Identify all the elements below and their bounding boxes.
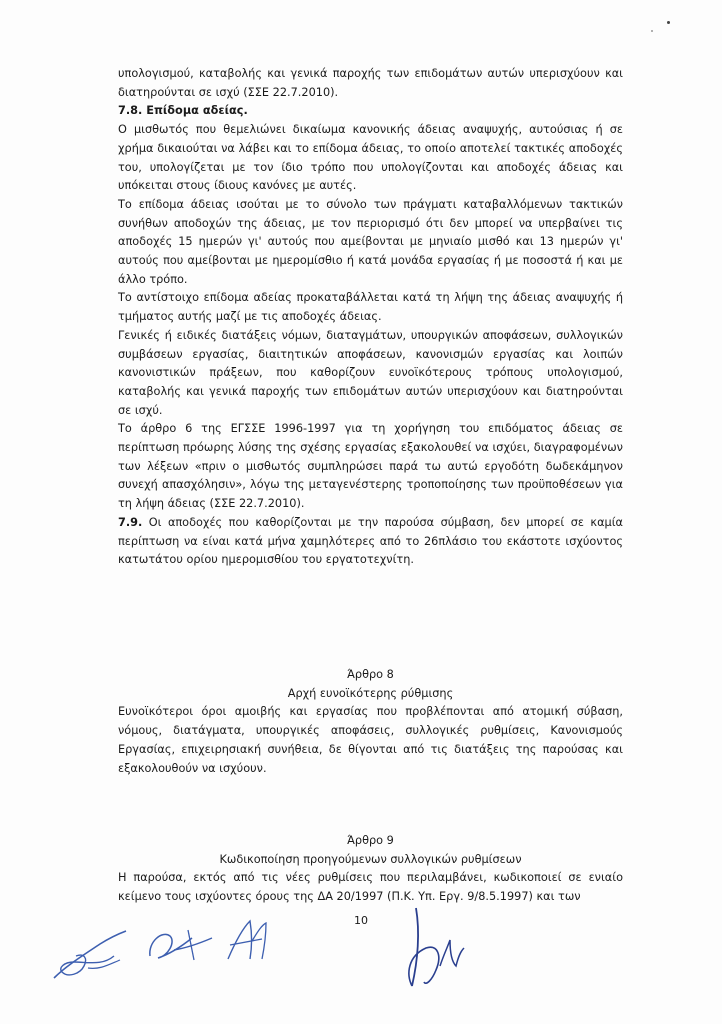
section-7-8-block (118, 65, 623, 570)
article-9-text: Η παρούσα, εκτός από τις νέες ρυθμίσεις που περιλαμβάνει, κωδικοποιεί σε ενιαίο κείμενο τους ισχύοντες όρους της ΔΑ 20/1997 (Π.Κ. Υπ. Εργ. 9/8.5.1997) και των (118, 871, 623, 904)
paragraph: Το επίδομα άδειας ισούται με το σύνολο των πράγματι καταβαλλόμενων τακτικών συνήθων αποδοχών της άδειας, με τον περιορισμό ότι δεν μπορεί να υπερβαίνει τις αποδοχές 15 ημερών γι' αυτούς που αμείβονται με μηνιαίο μισθό και 13 ημερών γι' αυτούς που αμείβονται με ημερομίσθιο ή κατά μονάδα εργασίας ή με ποσοστά ή και με άλλο τρόπο. (118, 197, 623, 286)
article-8-block (118, 666, 623, 778)
section-7-9-number: 7.9. (118, 515, 143, 529)
article-8-text: Ευνοϊκότεροι όροι αμοιβής και εργασίας που προβλέπονται από ατομική σύβαση, νόμους, διατάγματα, υπουργικές αποφάσεις, συλλογικές ρυθμίσεις, Κανονισμούς Εργασίας, επιχειρησιακή συνήθεια, δε θίγονται από τις διατάξεις της παρούσας και εξακολουθούν να ισχύουν. (118, 705, 623, 775)
section-7-9-text: Οι αποδοχές που καθορίζονται με την παρούσα σύμβαση, δεν μπορεί σε καμία περίπτωση να είναι κατά μήνα χαμηλότερες από το 26πλάσιο του εκάστοτε ισχύοντος κατωτάτου ορίου ημερομισθίου του εργατοτεχνίτη. (118, 515, 623, 567)
paragraph: Το άρθρο 6 της ΕΓΣΣΕ 1996-1997 για τη χορήγηση του επιδόματος άδειας σε περίπτωση πρόωρης λύσης της σχέσης εργασίας εξακολουθεί να ισχύει, διαγραφομένων των λέξεων «πριν ο μισθωτός συμπληρώσει παρά τω αυτώ εργοδότη δωδεκάμηνον συνεχή απασχόλησιν», λόγω της μεταγενέστερης τροποποίησης των προϋποθέσεων για τη λήψη άδειας (ΣΣΕ 22.7.2010). (118, 422, 623, 511)
intro-paragraph: υπολογισμού, καταβολής και γενικά παροχής των επιδομάτων αυτών υπερισχύουν και διατηρούνται σε ισχύ (ΣΣΕ 22.7.2010). (118, 67, 623, 99)
signature-3 (222, 915, 274, 967)
paragraph: Το αντίστοιχο επίδομα αδείας προκαταβάλλεται κατά τη λήψη της άδειας αναψυχής ή τμήματος αυτής μαζί με τις αποδοχές άδειας. (118, 291, 623, 324)
signature-2 (140, 920, 220, 968)
article-9-number: Άρθρο 9 (347, 834, 394, 847)
section-7-8-heading: 7.8. Επίδομα αδείας. (118, 104, 248, 118)
scan-speck (667, 21, 670, 24)
article-9-block (118, 832, 623, 907)
scan-speck (651, 30, 653, 32)
paragraph: Γενικές ή ειδικές διατάξεις νόμων, διαταγμάτων, υπουργικών αποφάσεων, συλλογικών συμβάσεων εργασίας, διαιτητικών αποφάσεων, κανονισμών εργασίας και λοιπών κανονιστικών πράξεων, που καθορίζουν ευνοϊκότερους τρόπους υπολογισμού, καταβολής και γενικά παροχής των επιδομάτων αυτών υπερισχύουν και διατηρούνται σε ισχύ. (118, 328, 623, 417)
paragraph: Ο μισθωτός που θεμελιώνει δικαίωμα κανονικής άδειας αναψυχής, αυτούσιας ή σε χρήμα δικαιούται να λάβει και το επίδομα άδειας, το οποίο αποτελεί τακτικές αποδοχές του, υπολογίζεται με τον ίδιο τρόπο που υπολογίζονται και αποδοχές άδειας και υπόκειται στους ίδιους κανόνες με αυτές. (118, 123, 623, 193)
signature-1 (48, 920, 140, 990)
article-8-title: Αρχή ευνοϊκότερης ρύθμισης (287, 686, 454, 700)
page-number: 10 (354, 914, 368, 927)
article-8-number: Άρθρο 8 (347, 668, 394, 681)
signature-4 (396, 902, 468, 994)
section-7-9-paragraph (118, 514, 623, 570)
article-9-title: Κωδικοποίηση προηγούμενων συλλογικών ρυθμίσεων (219, 852, 522, 866)
